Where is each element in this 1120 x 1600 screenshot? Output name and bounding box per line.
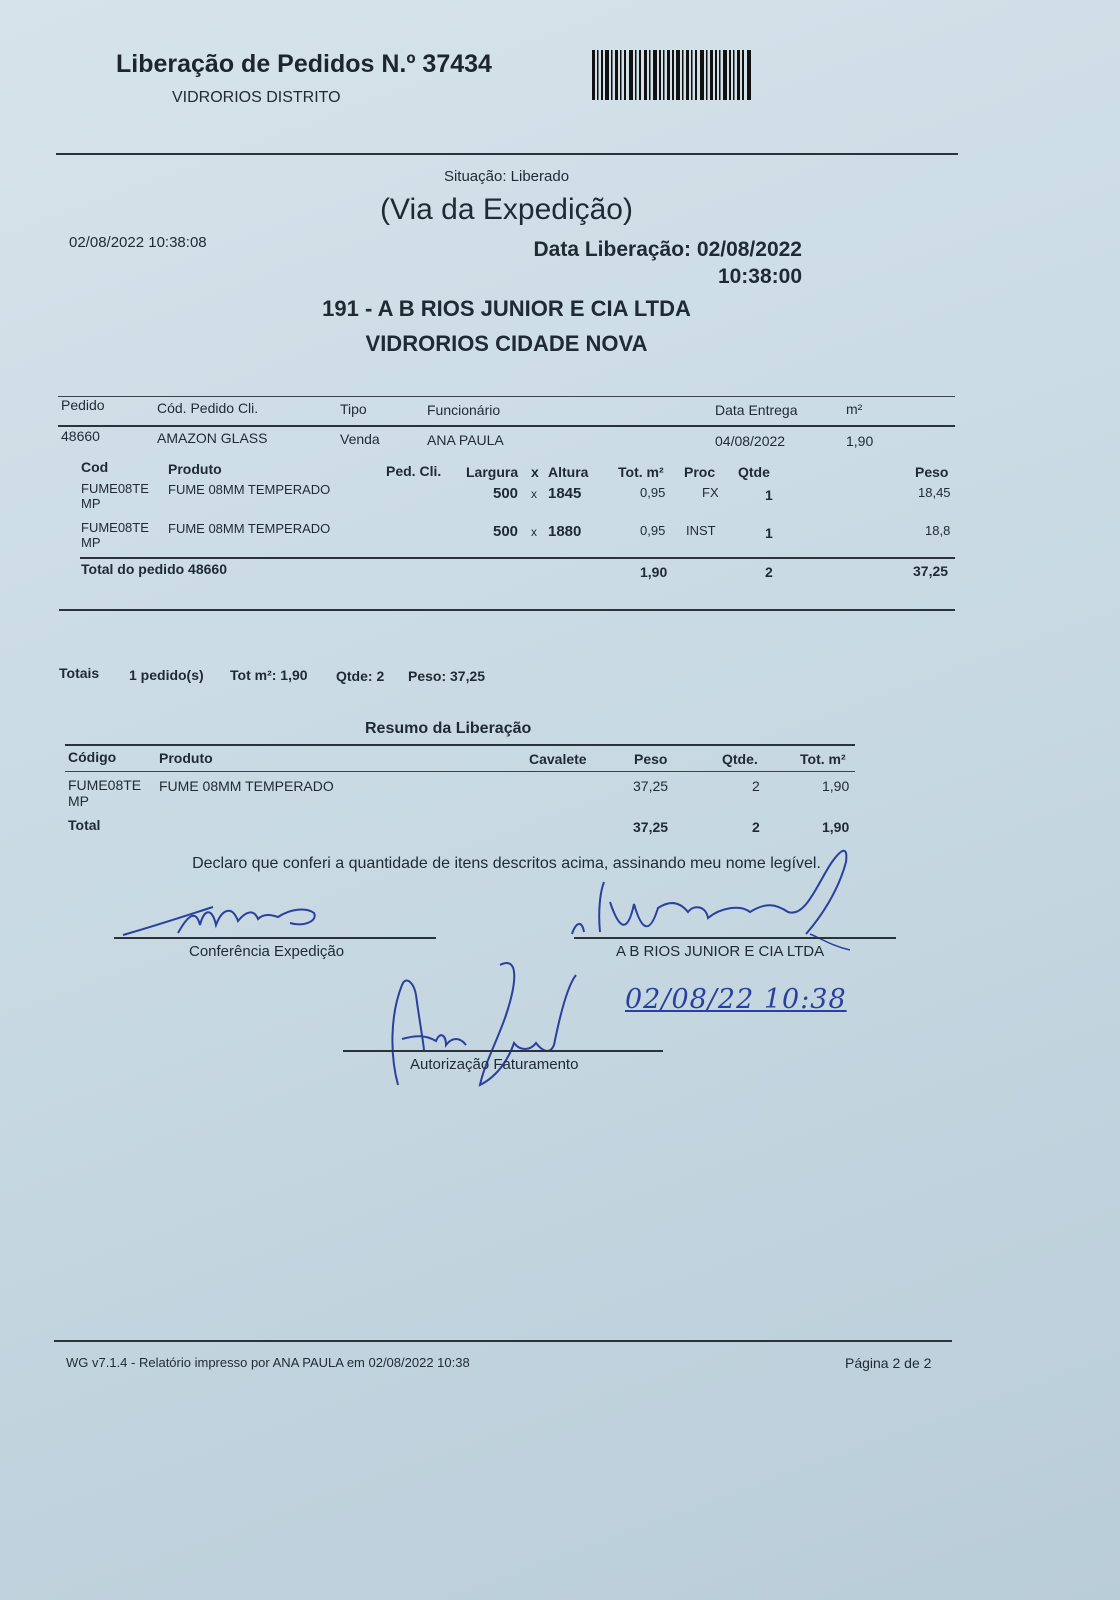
col-pedido: Pedido xyxy=(61,397,105,413)
item-1-proc: FX xyxy=(702,485,719,500)
col-tipo: Tipo xyxy=(340,401,367,417)
item-2-cod: FUME08TE xyxy=(81,520,149,535)
item-1-cod-suffix: MP xyxy=(81,496,101,511)
item-1-x: x xyxy=(531,487,537,501)
totals-label: Totais xyxy=(59,665,100,681)
totals-pedidos: 1 pedido(s) xyxy=(129,667,204,683)
item-1-tot-m2: 0,95 xyxy=(640,485,666,500)
order-total-qtde: 2 xyxy=(765,564,773,580)
item-1-cod: FUME08TE xyxy=(81,481,149,496)
col-data-entrega: Data Entrega xyxy=(715,402,798,418)
item-2-tot-m2: 0,95 xyxy=(640,523,666,538)
totals-m2: Tot m²: 1,90 xyxy=(230,667,308,683)
summary-total-qtde: 2 xyxy=(752,819,760,835)
release-time: 10:38:00 xyxy=(717,265,802,288)
order-table-header-line xyxy=(58,425,955,427)
totals-peso: Peso: 37,25 xyxy=(408,668,486,684)
item-1-altura: 1845 xyxy=(548,485,582,502)
signature-line-company xyxy=(574,937,896,939)
client-name: 191 - A B RIOS JUNIOR E CIA LTDA xyxy=(322,296,691,321)
summary-row-peso: 37,25 xyxy=(633,778,669,794)
summary-row-qtde: 2 xyxy=(752,778,760,794)
summary-row-cod-suffix: MP xyxy=(68,793,89,809)
col-m2: m² xyxy=(846,401,863,417)
client-order-code: AMAZON GLASS xyxy=(157,430,268,446)
order-total-peso: 37,25 xyxy=(913,563,949,579)
summary-col-tot-m2: Tot. m² xyxy=(800,751,846,767)
col-ped-cli: Ped. Cli. xyxy=(386,463,442,479)
totals-qtde: Qtde: 2 xyxy=(336,668,385,684)
header-divider xyxy=(56,153,958,155)
item-1-largura: 500 xyxy=(493,485,519,502)
summary-col-cavalete: Cavalete xyxy=(529,751,587,767)
signature-autorizacao-icon xyxy=(380,955,600,1095)
order-total-m2: 1,90 xyxy=(640,564,668,580)
item-1-peso: 18,45 xyxy=(918,485,951,500)
handwritten-date: 02/08/22 10:38 xyxy=(625,984,847,1015)
item-2-produto: FUME 08MM TEMPERADO xyxy=(168,521,331,536)
item-2-x: x xyxy=(531,525,537,539)
signature-company-icon xyxy=(570,842,870,952)
item-2-peso: 18,8 xyxy=(925,523,951,538)
col-qtde: Qtde xyxy=(738,464,770,480)
signature-label-company: A B RIOS JUNIOR E CIA LTDA xyxy=(616,943,825,960)
delivery-date: 04/08/2022 xyxy=(715,433,786,449)
items-total-line xyxy=(80,557,955,559)
status-line: Situação: Liberado xyxy=(443,168,570,185)
item-2-cod-suffix: MP xyxy=(81,535,101,550)
signature-line-conferencia xyxy=(114,937,436,939)
order-m2: 1,90 xyxy=(846,433,874,449)
release-date xyxy=(494,236,802,290)
summary-col-produto: Produto xyxy=(159,750,213,766)
summary-total-tot-m2: 1,90 xyxy=(822,819,850,835)
copy-type: (Via da Expedição) xyxy=(380,193,633,226)
order-section-bottom-line xyxy=(59,609,955,611)
col-tot-m2: Tot. m² xyxy=(618,464,664,480)
summary-row-produto: FUME 08MM TEMPERADO xyxy=(159,778,334,794)
footer-print-info: WG v7.1.4 - Relatório impresso por ANA PAULA em 02/08/2022 10:38 xyxy=(66,1355,470,1370)
summary-col-codigo: Código xyxy=(68,749,117,765)
print-datetime: 02/08/2022 10:38:08 xyxy=(69,234,207,251)
release-date-label: Data Liberação: 02/08/2022 xyxy=(533,238,802,261)
col-cod-pedido-cli: Cód. Pedido Cli. xyxy=(157,400,259,416)
item-2-altura: 1880 xyxy=(548,523,582,540)
col-largura: Largura xyxy=(466,464,519,480)
summary-row-tot-m2: 1,90 xyxy=(822,778,850,794)
col-funcionario: Funcionário xyxy=(427,402,501,418)
employee: ANA PAULA xyxy=(427,432,504,448)
order-total-label: Total do pedido 48660 xyxy=(81,561,227,577)
col-proc: Proc xyxy=(684,464,716,480)
footer-divider xyxy=(54,1340,952,1342)
page-number: Página 2 de 2 xyxy=(845,1355,932,1371)
client-store: VIDRORIOS CIDADE NOVA xyxy=(365,331,648,356)
order-type: Venda xyxy=(340,431,380,447)
col-peso: Peso xyxy=(915,464,949,480)
branch-name: VIDRORIOS DISTRITO xyxy=(172,89,341,106)
col-cod: Cod xyxy=(81,459,109,475)
signature-line-autorizacao xyxy=(343,1050,663,1052)
barcode-icon xyxy=(592,50,752,100)
item-1-qtde: 1 xyxy=(765,487,773,503)
summary-col-peso: Peso xyxy=(634,751,668,767)
summary-row-cod: FUME08TE xyxy=(68,777,142,793)
order-table-top-line xyxy=(58,396,955,397)
declaration-text: Declaro que conferi a quantidade de itens descritos acima, assinando meu nome legível. xyxy=(192,855,821,872)
summary-header-line xyxy=(65,771,855,772)
summary-title: Resumo da Liberação xyxy=(365,720,532,737)
item-2-proc: INST xyxy=(686,523,716,538)
summary-top-line xyxy=(65,744,855,746)
signature-label-conferencia: Conferência Expedição xyxy=(189,943,345,960)
summary-total-label: Total xyxy=(68,817,101,833)
col-altura: Altura xyxy=(548,464,589,480)
order-number: 48660 xyxy=(61,428,100,444)
item-2-qtde: 1 xyxy=(765,525,773,541)
summary-col-qtde: Qtde. xyxy=(722,751,758,767)
item-1-produto: FUME 08MM TEMPERADO xyxy=(168,482,331,497)
col-produto: Produto xyxy=(168,461,222,477)
page-title: Liberação de Pedidos N.º 37434 xyxy=(116,50,492,78)
item-2-largura: 500 xyxy=(493,523,519,540)
col-x: x xyxy=(531,464,539,480)
signature-label-autorizacao: Autorização Faturamento xyxy=(410,1056,579,1073)
summary-total-peso: 37,25 xyxy=(633,819,669,835)
